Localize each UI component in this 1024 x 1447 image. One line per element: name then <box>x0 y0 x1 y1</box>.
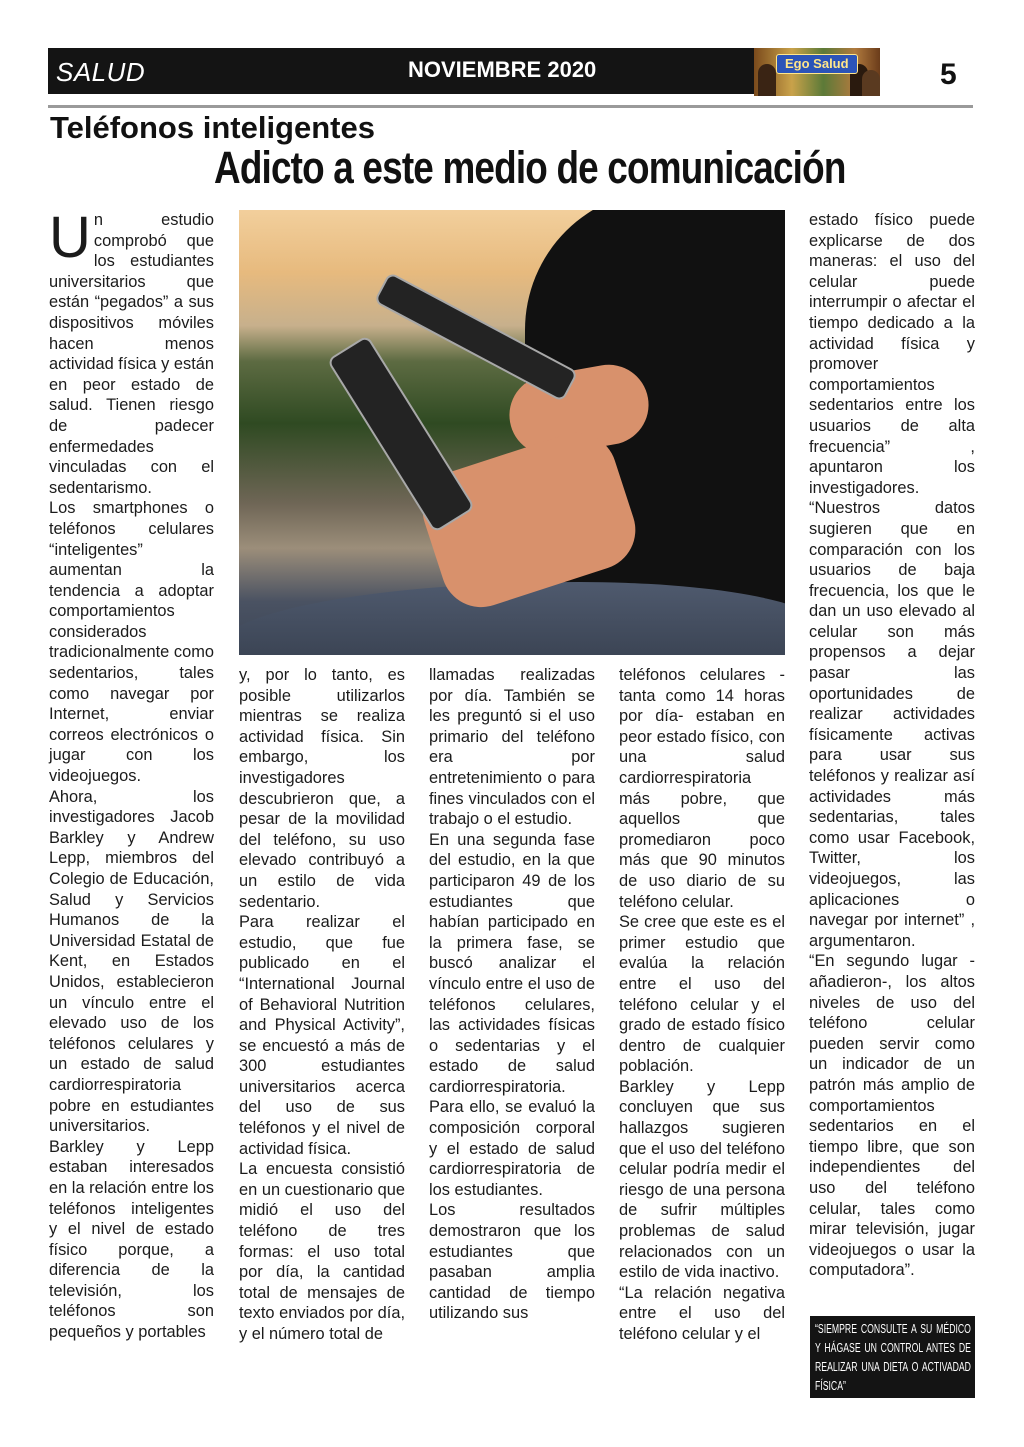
article-column-5 <box>809 210 975 1281</box>
column-2-paragraph: y, por lo tanto, es posible utilizarlos mientras se realiza actividad física. Sin embargo, los investigadores descubrieron que, a pesar de la movilidad del teléfono, su uso elevado contribuyó a un estilo de vida sedentario. <box>239 666 405 911</box>
column-5-paragraph: estado físico puede explicarse de dos maneras: el uso del celular puede interrumpir o afectar el tiempo dedicado a la actividad física y promover comportamientos sedentarios entre los usuarios de alta frecuencia” , apuntaron los investigadores. “Nuestros datos sugieren que en comparación con los usuarios de baja frecuencia, los que le dan un uso elevado al celular son más propensos a dejar pasar las oportunidades de realizar actividades físicamente activas para usar sus teléfonos y realizar así actividades más sedentarias, tales como usar Facebook, Twitter, los videojuegos, las aplicaciones o navegar por internet” , argumentaron. <box>809 211 975 950</box>
article-column-3 <box>429 665 595 1324</box>
article-column-1 <box>49 205 214 1343</box>
column-1-paragraph: Barkley y Lepp estaban interesados en la relación entre los teléfonos inteligentes y el nivel de estado físico porque, a diferencia de la televisión, los teléfonos son pequeños y portables <box>49 1137 214 1342</box>
column-4-paragraph: Barkley y Lepp concluyen que sus hallazgos sugieren que el uso del teléfono celular podría medir el riesgo de una persona de sufrir múltiples problemas de salud relacionados con un estilo de vida inactivo. <box>619 1077 785 1282</box>
callout-text: “SIEMPRE CONSULTE A SU MÉDICO Y HÁGASE UN CONTROL ANTES DE REALIZAR UNA DIETA O ACTIVADAD FÍSICA” <box>815 1322 971 1393</box>
column-4-paragraph: teléfonos celulares -tanta como 14 horas por día- estaban en peor estado físico, con una salud cardiorrespiratoria más pobre, que aquellos que promediaron poco más que 90 minutos de uso diario de su teléfono celular. <box>619 666 785 911</box>
article-column-2 <box>239 665 405 1345</box>
header-bar <box>48 48 754 94</box>
article-column-4 <box>619 665 785 1345</box>
article-headline: Adicto a este medio de comunicación <box>214 142 846 193</box>
section-label: SALUD <box>56 57 146 87</box>
column-3-paragraph: En una segunda fase del estudio, en la que participaron 49 de los estudiantes que habían participado en la primera fase, se buscó analizar el vínculo entre el uso de teléfonos celulares, las actividades físicas o sedentarias y el estado de salud cardiorrespiratoria. Para ello, se evaluó la composición corporal y el estado de salud cardiorrespiratoria de los estudiantes. <box>429 830 595 1199</box>
article-kicker: Teléfonos inteligentes <box>50 110 375 145</box>
header-rule <box>48 105 973 108</box>
logo-text: Ego Salud <box>776 54 858 74</box>
column-4-paragraph: Se cree que este es el primer estudio que evalúa la relación entre el uso del teléfono celular y el grado de estado físico dentro de cualquier población. <box>619 913 785 1076</box>
drop-cap: U <box>49 205 91 270</box>
column-1-paragraph: Ahora, los investigadores Jacob Barkley y Andrew Lepp, miembros del Colegio de Educación, Salud y Servicios Humanos de la Universidad Estatal de Kent, en Estados Unidos, establecieron un vínculo entre el elevado uso de los teléfonos celulares y un estado de salud cardiorrespiratoria pobre en estudiantes universitarios. <box>49 787 214 1136</box>
column-5-paragraph: “En segundo lugar -añadieron-, los altos niveles de uso del teléfono celular pueden servir como un indicador de un patrón más amplio de comportamientos sedentarios en el tiempo libre, que son independientes del uso del teléfono celular, tales como mirar televisión, jugar videojuegos o usar la computadora”. <box>809 952 975 1280</box>
column-3-paragraph: llamadas realizadas por día. También se les preguntó si el uso primario del teléfono era por entretenimiento o para fines vinculados con el trabajo o el estudio. <box>429 666 595 829</box>
column-2-paragraph: La encuesta consistió en un cuestionario que midió el uso del teléfono de tres formas: el uso total por día, la cantidad total de mensajes de texto enviados por día, y el número total de <box>239 1160 405 1343</box>
article-photo-smartphones <box>239 210 785 655</box>
column-1-paragraph: Los smartphones o teléfonos celulares “inteligentes” aumentan la tendencia a adoptar comportamientos considerados tradicionalmente como sedentarios, tales como navegar por Internet, enviar correos electrónicos o jugar con los videojuegos. <box>49 499 214 786</box>
magazine-logo <box>754 48 880 96</box>
column-4-paragraph: “La relación negativa entre el uso del teléfono celular y el <box>619 1283 785 1343</box>
photo-phone-front <box>327 335 476 533</box>
column-3-paragraph: Los resultados demostraron que los estudiantes que pasaban amplia cantidad de tiempo utilizando sus <box>429 1201 595 1323</box>
page-number: 5 <box>940 58 957 91</box>
logo-figure-icon <box>862 70 880 96</box>
logo-figure-icon <box>758 64 776 96</box>
issue-date: NOVIEMBRE 2020 <box>408 57 597 82</box>
column-2-paragraph: Para realizar el estudio, que fue publicado en el “International Journal of Behavioral Nutrition and Physical Activity”, se encuestó a más de 300 estudiantes universitarios acerca del uso de sus teléfonos y el nivel de actividad física. <box>239 913 405 1158</box>
column-1-paragraph: n estudio comprobó que los estudiantes universitarios que están “pegados” a sus dispositivos móviles hacen menos actividad física y están en peor estado de salud. Tienen riesgo de padecer enfermedades vinculadas con el sedentarismo. <box>49 211 214 497</box>
